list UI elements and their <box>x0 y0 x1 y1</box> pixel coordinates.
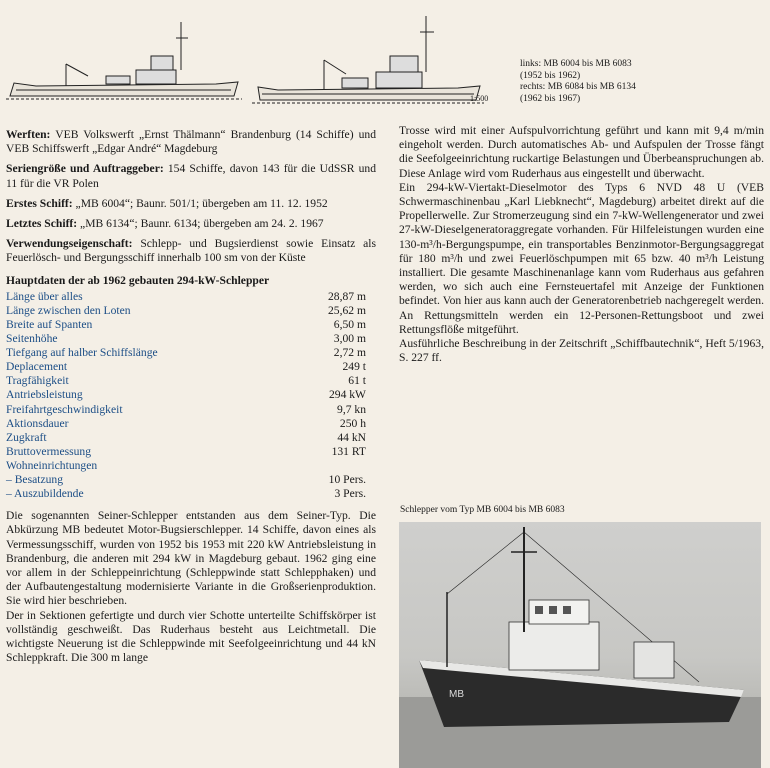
spec-row <box>6 445 366 459</box>
spec-label: Länge zwischen den Loten <box>6 303 131 317</box>
spec-row <box>6 304 366 318</box>
spec-label: Seitenhöhe <box>6 332 58 346</box>
legend-line: links: MB 6004 bis MB 6083 <box>520 59 632 69</box>
legend-line: (1952 bis 1962) <box>520 70 581 81</box>
right-column <box>399 124 764 365</box>
spec-row <box>6 459 366 473</box>
spec-value: 294 kW <box>328 388 366 402</box>
spec-row <box>6 346 366 360</box>
spec-label: Länge über alles <box>6 289 83 303</box>
spec-value: 61 t <box>348 374 366 388</box>
letztes-schiff-paragraph: Letztes Schiff: „MB 6134“; Baunr. 6134; übergeben am 24. 2. 1967 <box>6 217 324 231</box>
spec-row <box>6 487 366 501</box>
spec-row <box>6 403 366 417</box>
spec-value <box>294 459 366 473</box>
spec-value: 44 kN <box>337 430 366 444</box>
legend-line: rechts: MB 6084 bis MB 6134 <box>520 82 636 92</box>
werften-paragraph: Werften: VEB Volkswerft „Ernst Thälmann“ Brandenburg (14 Schiffe) und VEB Schiffswerft „Edgar André“ Magdeburg <box>6 128 376 156</box>
spec-row <box>6 360 366 374</box>
spec-row <box>6 388 366 402</box>
hull-marking: MB <box>449 689 464 700</box>
spec-row <box>6 332 366 346</box>
spec-row <box>6 290 366 304</box>
spec-row <box>6 374 366 388</box>
spec-row <box>6 473 366 487</box>
tugboat-photo <box>399 522 761 768</box>
spec-value: 25,62 m <box>327 303 366 317</box>
spec-label: Bruttovermessung <box>6 444 92 458</box>
spec-value: 3 Pers. <box>334 487 366 501</box>
spec-value: 3,00 m <box>333 332 366 346</box>
spec-value: 6,50 m <box>333 318 366 332</box>
left-column <box>6 128 376 665</box>
spec-row <box>6 318 366 332</box>
ship-drawing-right <box>252 16 484 103</box>
spec-label: Aktionsdauer <box>6 416 69 430</box>
spec-value: 2,72 m <box>333 346 366 360</box>
verwendung-paragraph: Verwendungseigenschaft: Schlepp- und Bugsierdienst sowie Einsatz als Feuerlösch- und Bergungsschiff innerhalb 100 sm von der Küste <box>6 237 376 265</box>
spec-row <box>6 431 366 445</box>
spec-row <box>6 417 366 431</box>
body-text-2: Der in Sektionen gefertigte und durch vier Schotte unterteilte Schiffskörper ist vollständig geschweißt. Das Ruderhaus besteht aus Leichtmetall. Die wichtigste Neuerung ist die Schleppwinde mit Seefolgeeinrichtung und 44 kN Schleppkraft. Die 300 m lange <box>6 608 376 665</box>
tugboat-illustration <box>399 522 761 768</box>
ship-drawing-left <box>6 22 242 99</box>
spec-label: Tiefgang auf halber Schiffslänge <box>6 346 158 360</box>
spec-value: 250 h <box>339 416 366 430</box>
spec-label: – Besatzung <box>6 473 63 487</box>
spec-value: 10 Pers. <box>328 473 366 487</box>
spec-value: 28,87 m <box>327 289 366 303</box>
spec-label: Freifahrtgeschwindigkeit <box>6 402 123 416</box>
specs-table <box>6 290 366 501</box>
spec-label: Tragfähigkeit <box>6 374 69 388</box>
drawing-legend <box>520 59 765 105</box>
spec-label: Deplacement <box>6 360 68 374</box>
serie-paragraph: Seriengröße und Auftraggeber: 154 Schiffe, davon 143 für die UdSSR und 11 für die VR Polen <box>6 162 376 190</box>
spec-label: Wohneinrichtungen <box>6 458 98 472</box>
right-paragraph-1: Trosse wird mit einer Aufspulvorrichtung geführt und kann mit 9,4 m/min eingeholt werden. Durch automatisches Ab- und Aufspulen der Trosse fängt die Seefolgeeinrichtung ruckartige Belastungen und Überbeanspruchungen ab. Diese Anlage wird vom Ruderhaus aus eingestellt und überwacht. <box>399 124 764 180</box>
specs-title: Hauptdaten der ab 1962 gebauten 294-kW-Schlepper <box>6 273 270 287</box>
spec-label: Zugkraft <box>6 430 47 444</box>
spec-label: Antriebsleistung <box>6 388 83 402</box>
right-paragraph-2: Ein 294-kW-Viertakt-Dieselmotor des Typs 6 NVD 48 U (VEB Schwermaschinenbau „Karl Liebknecht“, Magdeburg) arbeitet direkt auf die Propellerwelle. Zur Stromerzeugung sind ein 7-kW-Wellengenerator und zwei 27-kW-Dieselgeneratoraggregate vorhanden. Für Hilfeleistungen wurden eine 130-m³/h-Bergungspumpe, ein transportables Benzinmotor-Bergungsaggregat für 180 m³/h und zwei Feuerlöschpumpen mit 65 bzw. 40 m³/h Leistung installiert. Die gesamte Maschinenanlage kann vom Ruderhaus aus gefahren werden, wo sich auch eine Fernsteuertafel mit Anzeige der Funktionen befindet. Von hier aus kann auch der Generatorenbetrieb nachgeregelt werden. An Rettungsmitteln werden ein 12-Personen-Rettungsboot und zwei Rettungsflöße mitgeführt. <box>399 180 764 336</box>
erstes-schiff-paragraph: Erstes Schiff: „MB 6004“; Baunr. 501/1; übergeben am 11. 12. 1952 <box>6 196 328 210</box>
spec-value: 131 RT <box>331 444 366 458</box>
spec-value: 9,7 kn <box>337 402 366 416</box>
spec-label: Breite auf Spanten <box>6 318 93 332</box>
reference-note: Ausführliche Beschreibung in der Zeitschrift „Schiffbautechnik“, Heft 5/1963, S. 227 ff. <box>399 337 764 365</box>
photo-caption: Schlepper vom Typ MB 6004 bis MB 6083 <box>400 505 565 515</box>
ship-line-drawings <box>6 10 506 116</box>
spec-value: 249 t <box>342 360 366 374</box>
spec-label: – Auszubildende <box>6 487 84 501</box>
body-text-1: Die sogenannten Seiner-Schlepper entstanden aus dem Seiner-Typ. Die Abkürzung MB bedeutet Motor-Bugsierschlepper. 14 Schiffe, davon eines als Vermessungsschiff, wurden von 1952 bis 1953 mit 220 kW Antriebsleistung in Brandenburg, die anderen mit 294 kW in Magdeburg gebaut. 1962 ging eine vor allem in der Schleppeinrichtung (Schleppwinde statt Schlepphaken) und der Aufbautengestaltung modernisierte Variante in die Großserienproduktion. Sie wird hier beschrieben. <box>6 509 376 608</box>
scale-label: 1:500 <box>470 94 489 103</box>
legend-line: (1962 bis 1967) <box>520 93 581 104</box>
